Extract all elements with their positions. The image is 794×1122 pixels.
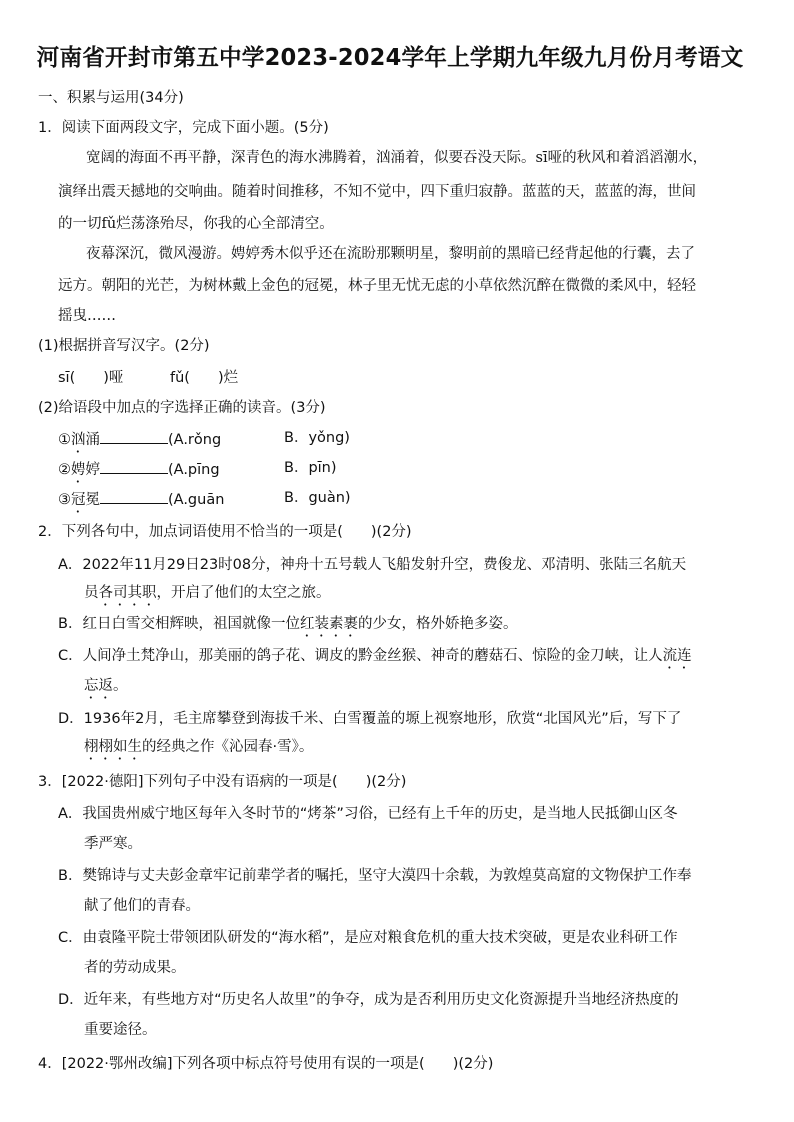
dotted-phrase: 忘返 [84, 678, 113, 694]
q2-option-b: B．红日白雪交相辉映，祖国就像一位红装素裹的少女，格外娇艳多姿。 [58, 616, 518, 632]
q2-option-c-line2: 忘返。 [84, 678, 128, 694]
q3-option-b-line1: B．樊锦诗与丈夫彭金章牢记前辈学者的嘱托，坚守大漠四十余载，为敦煌莫高窟的文物保护工作奉 [58, 868, 692, 884]
answer-blank[interactable] [100, 488, 168, 504]
dotted-char: 娉 [71, 462, 86, 478]
q2-option-d-line2: 栩栩如生的经典之作《沁园春·雪》。 [84, 739, 314, 755]
question-3-stem: 3．[2022·德阳]下列句子中没有语病的一项是( )(2分) [38, 774, 407, 790]
reading-option-3: ③冠冕 (A.guān [58, 488, 224, 516]
dotted-phrase: 各司其职 [98, 585, 157, 601]
passage1-line1: 宽阔的海面不再平静，深青色的海水沸腾着，汹涌着，似要吞没天际。sī哑的秋风和着滔滔潮水， [86, 150, 708, 166]
section-heading: 一、积累与运用(34分) [38, 90, 184, 106]
q3-option-a-line1: A．我国贵州威宁地区每年入冬时节的“烤茶”习俗，已经有上千年的历史，是当地人民抵御山区冬 [58, 806, 678, 822]
pinyin-fu: fǔ( [170, 370, 190, 386]
q1-sub1-stem: (1)根据拼音写汉字。(2分) [38, 338, 210, 354]
q3-option-a-line2: 季严寒。 [84, 836, 142, 852]
reading-option-1-b: B．yǒng) [284, 430, 350, 446]
passage2-line2: 远方。朝阳的光芒，为树林戴上金色的冠冕，林子里无忧无虑的小草依然沉醉在微微的柔风中，轻轻 [58, 278, 696, 294]
q3-option-b-line2: 献了他们的青春。 [84, 898, 200, 914]
q1-sub2-stem: (2)给语段中加点的字选择正确的读音。(3分) [38, 400, 326, 416]
reading-option-2-b: B．pīn) [284, 460, 337, 476]
passage2-line3: 摇曳…… [58, 308, 116, 324]
q3-option-c-line1: C．由袁隆平院士带领团队研发的“海水稻”，是应对粮食危机的重大技术突破，更是农业科研工作 [58, 930, 678, 946]
dotted-phrase: 红装素裹 [299, 616, 358, 632]
q2-option-c-line1: C．人间净土梵净山，那美丽的鸽子花、调皮的黔金丝猴、神奇的蘑菇石、惊险的金刀峡，让人流连 [58, 648, 692, 664]
reading-option-2: ②娉婷 (A.pīng [58, 458, 220, 486]
question-2-stem: 2．下列各句中，加点词语使用不恰当的一项是( )(2分) [38, 524, 412, 540]
question-1-stem: 1．阅读下面两段文字，完成下面小题。(5分) [38, 120, 329, 136]
answer-blank[interactable] [100, 428, 168, 444]
q2-option-a-line1: A．2022年11月29日23时08分，神舟十五号载人飞船发射升空，费俊龙、邓清明、张陆三名航天 [58, 557, 687, 573]
page-title: 河南省开封市第五中学2023-2024学年上学期九年级九月份月考语文 [36, 45, 744, 71]
dotted-char: 冠 [71, 492, 86, 508]
passage2-line1: 夜幕深沉，微风漫游。娉婷秀木似乎还在流盼那颗明星，黎明前的黑暗已经背起他的行囊，去了 [86, 246, 695, 262]
q3-option-c-line2: 者的劳动成果。 [84, 960, 186, 976]
q2-option-d-line1: D．1936年2月，毛主席攀登到海拔千米、白雪覆盖的塬上视察地形，欣赏“北国风光”后，写下了 [58, 711, 682, 727]
q1-sub1-item-a: sī( )哑 [58, 370, 124, 386]
pinyin-si: sī( [58, 370, 76, 386]
q1-sub1-item-b: fǔ( )烂 [170, 370, 239, 386]
dotted-char: 汹 [71, 432, 86, 448]
reading-option-1: ①汹涌 (A.rǒng [58, 428, 221, 456]
q2-option-a-line2: 员各司其职，开启了他们的太空之旅。 [84, 585, 331, 601]
passage1-line2: 演绎出震天撼地的交响曲。随着时间推移，不知不觉中，四下重归寂静。蓝蓝的天，蓝蓝的海，世间 [58, 184, 696, 200]
passage1-line3: 的一切fǔ烂荡涤殆尽，你我的心全部清空。 [58, 216, 334, 232]
dotted-phrase: 流连 [662, 648, 692, 664]
reading-option-3-b: B．guàn) [284, 490, 351, 506]
q3-option-d-line1: D．近年来，有些地方对“历史名人故里”的争夺，成为是否利用历史文化资源提升当地经济热度的 [58, 992, 679, 1008]
question-4-stem: 4．[2022·鄂州改编]下列各项中标点符号使用有误的一项是( )(2分) [38, 1056, 494, 1072]
q3-option-d-line2: 重要途径。 [84, 1022, 157, 1038]
answer-blank[interactable] [100, 458, 168, 474]
dotted-phrase: 栩栩如生 [84, 739, 142, 755]
